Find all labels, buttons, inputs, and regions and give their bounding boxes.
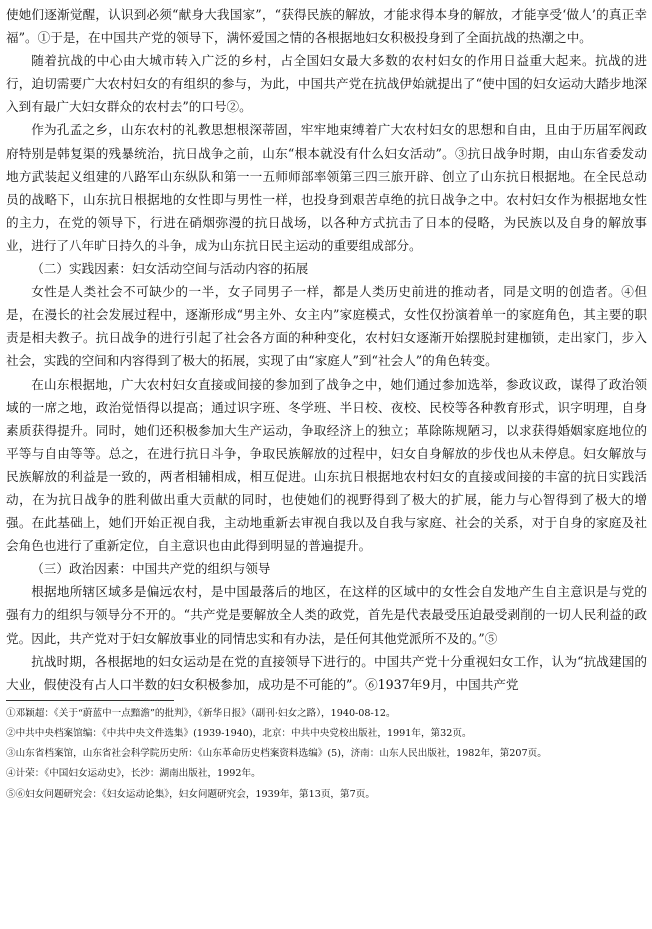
body-paragraph: 在山东根据地，广大农村妇女直接或间接的参加到了战争之中，她们通过参加选举，参政议政，谋得了政治领域的一席之地，政治觉悟得以提高；通过识字班、冬学班、半日校、夜校、民校等各种教育形式，识字明理，自身素质获得提升。同时，她们还积极参加大生产运动，争取经济上的独立；革除陈规陋习，以求获得婚姻家庭地位的平等与自由等等。总之，在进行抗日斗争，争取民族解放的过程中，妇女自身解放的步伐也从未停息。妇女解放与民族解放的利益是一致的，两者相辅相成，相互促进。山东抗日根据地农村妇女的直接或间接的丰富的抗日实践活动，在为抗日战争的胜利做出重大贡献的同时，也使她们的视野得到了极大的扩展，能力与心智得到了极大的增强。在此基础上，她们开始正视自我，主动地重新去审视自我以及自我与家庭、社会的关系，对于自身的家庭及社会角色也进行了重新定位，自主意识也由此得到明显的普遍提升。 xyxy=(6,376,647,554)
footnote: ④计荣：《中国妇女运动史》，长沙：湖南出版社，1992年。 xyxy=(6,768,261,780)
body-paragraph: 根据地所辖区域多是偏远农村，是中国最落后的地区，在这样的区域中的女性会自发地产生自主意识是与党的强有力的组织与领导分不开的。“共产党是要解放全人类的政党，首先是代表最受压迫最受剥削的一切人民利益的政党。因此，共产党对于妇女解放事业的同情忠实和有办法，是任何其他党派所不及的。”⑤ xyxy=(6,584,647,646)
footnote: ③山东省档案馆，山东省社会科学院历史所：《山东革命历史档案资料选编》(5)，济南：山东人民出版社，1982年，第207页。 xyxy=(6,748,547,760)
footnotes xyxy=(6,704,647,805)
footnote-divider xyxy=(6,700,174,701)
footnote: ②中共中央档案馆编：《中共中央文件选集》(1939-1940)，北京：中共中央党校出版社，1991年，第32页。 xyxy=(6,728,472,740)
body-paragraph: 抗战时期，各根据地的妇女运动是在党的直接领导下进行的。中国共产党十分重视妇女工作，认为“抗战建国的大业，假使没有占人口半数的妇女积极参加，成功是不可能的”。⑥1937年9月，中国共产党 xyxy=(6,653,647,692)
body-paragraph: 随着抗战的中心由大城市转入广泛的乡村，占全国妇女最大多数的农村妇女的作用日益重大起来。抗战的进行，迫切需要广大农村妇女的有组织的参与，为此，中国共产党在抗战伊始就提出了“使中国的妇女运动大踏步地深入到有最广大妇女群众的农村去”的口号②。 xyxy=(6,53,647,115)
section-heading-political: （三）政治因素：中国共产党的组织与领导 xyxy=(31,561,271,577)
footnote: ⑤⑥妇女问题研究会：《妇女运动论集》，妇女问题研究会，1939年，第13页，第7页。 xyxy=(6,788,375,800)
body-paragraph: 使她们逐渐觉醒，认识到必须“献身大我国家”，“获得民族的解放，才能求得本身的解放，才能享受‘做人’的真正幸福”。①于是，在中国共产党的领导下，满怀爱国之情的各根据地妇女积极投身到了全面抗战的热潮之中。 xyxy=(6,7,647,46)
body-paragraph: 作为孔孟之乡，山东农村的礼教思想根深蒂固，牢牢地束缚着广大农村妇女的思想和自由，且由于历届军阀政府特别是韩复渠的残暴统治，抗日战争之前，山东“根本就没有什么妇女活动”。③抗日战争时期，由山东省委发动地方武装起义组建的八路军山东纵队和第一一五师师部率领第三四三旅开辟、创立了山东抗日根据地。在全民总动员的战略下，山东抗日根据地的女性即与男性一样，也投身到艰苦卓绝的抗日战争之中。农村妇女作为根据地女性的主力，在党的领导下，行进在硝烟弥漫的抗日战场，以各种方式抗击了日本的侵略，为民族以及自身的解放事业，进行了八年旷日持久的斗争，成为山东抗日民主运动的重要组成部分。 xyxy=(6,122,647,253)
body-paragraph: 女性是人类社会不可缺少的一半，女子同男子一样，都是人类历史前进的推动者，同是文明的创造者。④但是，在漫长的社会发展过程中，逐渐形成“男主外、女主内”家庭模式，女性仅扮演着单一的家庭角色，其主要的职责是相夫教子。抗日战争的进行引起了社会各方面的种种变化，农村妇女逐渐开始摆脱封建枷锁，走出家门，步入社会，实践的空间和内容得到了极大的拓展，实现了由“家庭人”到“社会人”的角色转变。 xyxy=(6,284,647,369)
document-page xyxy=(6,3,647,805)
section-heading-practical: （二）实践因素：妇女活动空间与活动内容的拓展 xyxy=(31,261,309,277)
footnote: ①邓颖超：《关于“蔚蓝中一点黯澹”的批判》，《新华日报》（副刊·妇女之路），1940-08-12。 xyxy=(6,707,396,719)
